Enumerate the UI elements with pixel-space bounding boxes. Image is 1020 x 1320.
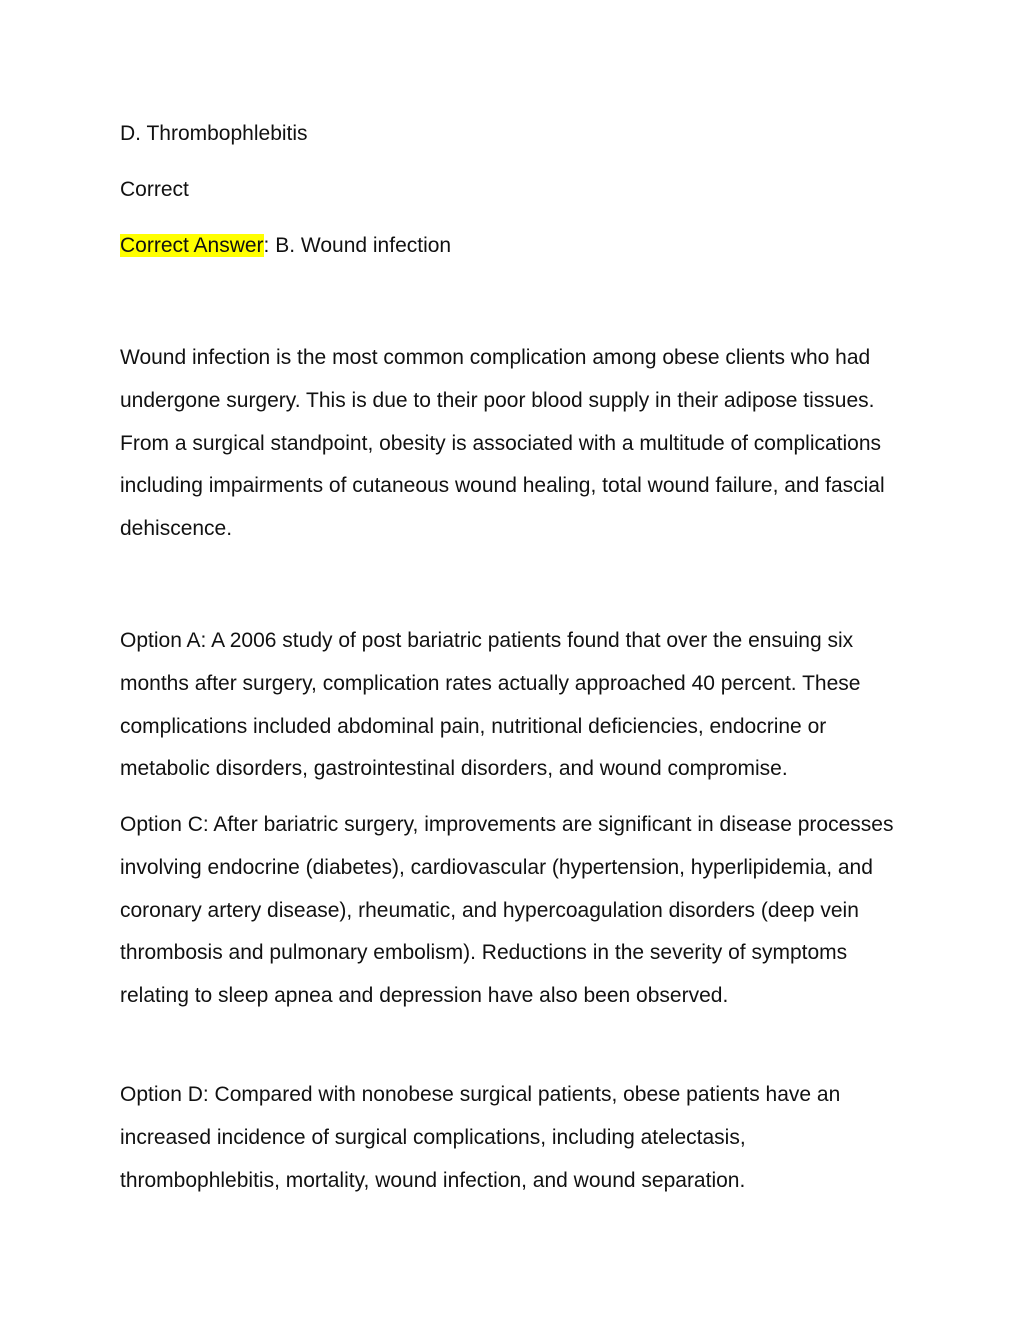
option-c-rationale: Option C: After bariatric surgery, improvements are significant in disease processes involving endocrine (diabetes), cardiovascular (hypertension, hyperlipidemia, and coronary artery disease), rheumatic, and hypercoagulation disorders (deep vein thrombosis and pulmonary embolism). Reductions in the severity of symptoms relating to sleep apnea and depression have also been observed. — [120, 813, 894, 1008]
answer-status: Correct — [120, 178, 189, 201]
option-d-rationale: Option D: Compared with nonobese surgical patients, obese patients have an increased incidence of surgical complications, including atelectasis, thrombophlebitis, mortality, wound infection, and wound separation. — [120, 1083, 841, 1192]
correct-answer-line — [120, 232, 451, 260]
correct-answer-separator: : — [263, 234, 270, 257]
explanation-paragraph: Wound infection is the most common complication among obese clients who had undergone surgery. This is due to their poor blood supply in their adipose tissues. From a surgical standpoint, obesity is associated with a multitude of complications including impairments of cutaneous wound healing, total wound failure, and fascial dehiscence. — [120, 346, 885, 541]
answer-option-d: D. Thrombophlebitis — [120, 122, 308, 145]
correct-answer-value: B. Wound infection — [269, 234, 452, 257]
option-a-rationale: Option A: A 2006 study of post bariatric patients found that over the ensuing six months after surgery, complication rates actually approached 40 percent. These complications included abdominal pain, nutritional deficiencies, endocrine or metabolic disorders, gastrointestinal disorders, and wound compromise. — [120, 629, 861, 781]
correct-answer-label: Correct Answer — [120, 234, 264, 257]
